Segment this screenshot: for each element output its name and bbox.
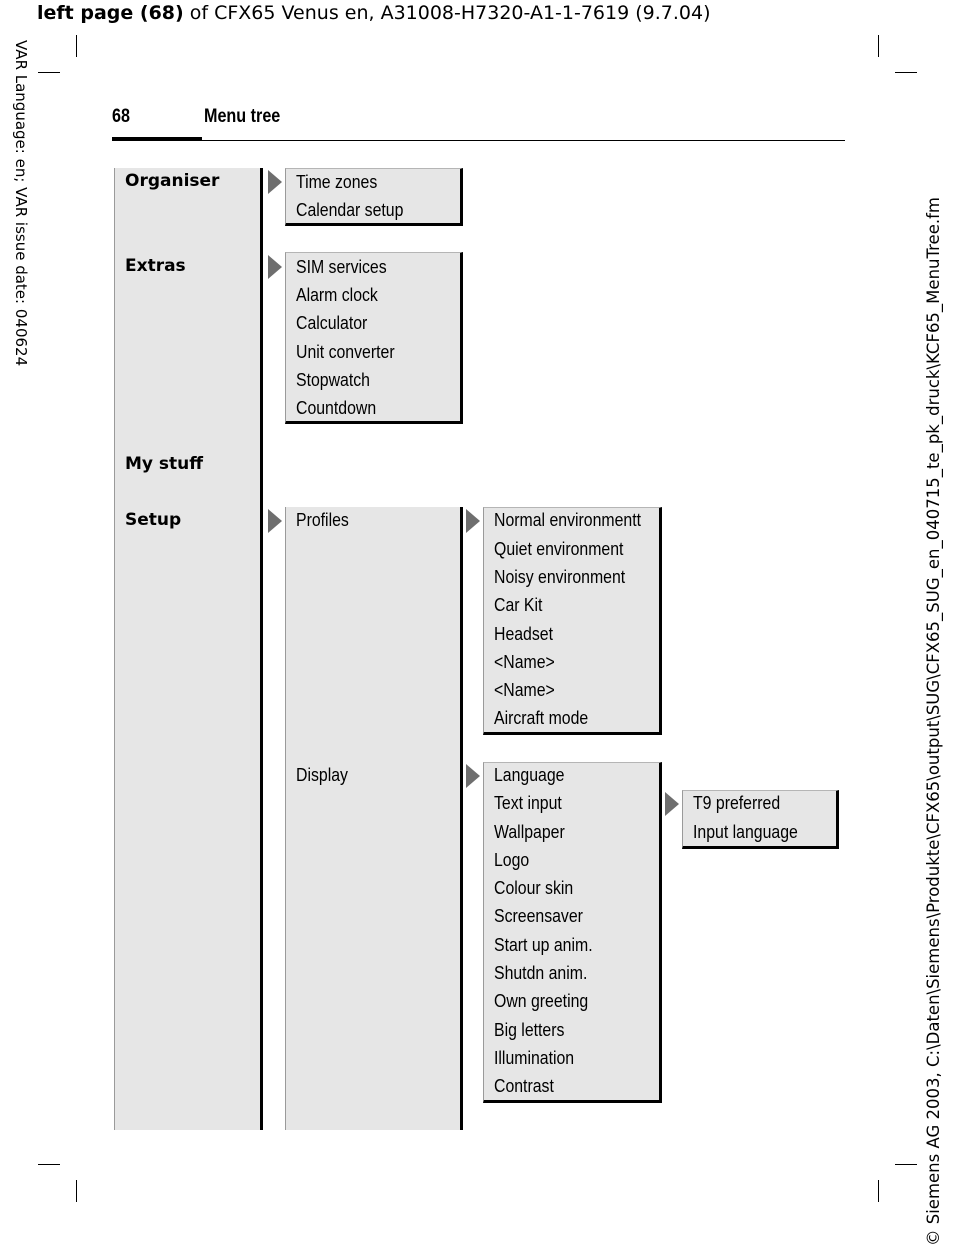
side-note-right-text: © Siemens AG 2003, C:\Daten\Siemens\Produkte\CFX65\output\SUG\CFX65_SUG_en_040715_te_pk_druck\KCF65_MenuTree.fm <box>924 197 943 1246</box>
menu-item-car-kit[interactable]: Car Kit <box>494 595 543 615</box>
side-note-right <box>918 197 948 1246</box>
page-title: Menu tree <box>204 106 281 127</box>
side-note-left <box>8 40 38 400</box>
menu-extras[interactable]: Extras <box>125 256 186 276</box>
menu-item-alarm-clock[interactable]: Alarm clock <box>296 285 378 305</box>
menu-item-own-greeting[interactable]: Own greeting <box>494 991 589 1011</box>
menu-item-aircraft-mode[interactable]: Aircraft mode <box>494 708 589 728</box>
crop-mark <box>895 72 917 73</box>
submenu-arrow-icon <box>466 764 480 788</box>
menu-item-language[interactable]: Language <box>494 765 565 785</box>
menu-item-quiet-environment[interactable]: Quiet environment <box>494 539 624 559</box>
menu-item-logo[interactable]: Logo <box>494 850 530 870</box>
page-number: 68 <box>112 106 130 127</box>
crop-mark <box>76 1180 77 1202</box>
organiser-submenu <box>285 168 463 226</box>
print-header-bold: left page (68) <box>37 2 184 24</box>
menu-item-input-language[interactable]: Input language <box>693 822 798 842</box>
menu-item-calculator[interactable]: Calculator <box>296 313 368 333</box>
main-menu-column <box>114 168 261 1130</box>
setup-submenu-shadow <box>460 507 463 1130</box>
menu-item-wallpaper[interactable]: Wallpaper <box>494 822 565 842</box>
menu-item-colour-skin[interactable]: Colour skin <box>494 878 574 898</box>
menu-item-headset[interactable]: Headset <box>494 624 554 644</box>
main-menu-column-shadow <box>260 168 263 1130</box>
submenu-arrow-icon <box>466 509 480 533</box>
side-note-left-text: VAR Language: en; VAR issue date: 040624 <box>12 40 30 367</box>
submenu-arrow-icon <box>268 255 282 279</box>
extras-submenu <box>285 252 463 424</box>
crop-mark <box>878 35 879 57</box>
menu-item-calendar-setup[interactable]: Calendar setup <box>296 200 404 220</box>
menu-item-screensaver[interactable]: Screensaver <box>494 906 583 926</box>
print-header <box>37 0 710 26</box>
menu-item-big-letters[interactable]: Big letters <box>494 1020 565 1040</box>
menu-item-stopwatch[interactable]: Stopwatch <box>296 370 370 390</box>
submenu-arrow-icon <box>665 792 679 816</box>
menu-item-display[interactable]: Display <box>296 765 348 785</box>
menu-item-start-up-anim[interactable]: Start up anim. <box>494 935 593 955</box>
submenu-arrow-icon <box>268 170 282 194</box>
menu-item-name-1[interactable]: <Name> <box>494 652 555 672</box>
crop-mark <box>38 72 60 73</box>
crop-mark <box>895 1164 917 1165</box>
text-input-submenu <box>682 790 839 849</box>
crop-mark <box>76 35 77 57</box>
menu-item-name-2[interactable]: <Name> <box>494 680 555 700</box>
profiles-submenu <box>483 507 662 735</box>
setup-submenu <box>285 507 461 1130</box>
menu-item-countdown[interactable]: Countdown <box>296 398 377 418</box>
menu-organiser[interactable]: Organiser <box>125 171 220 191</box>
menu-my-stuff[interactable]: My stuff <box>125 454 204 474</box>
header-rule <box>202 140 845 141</box>
display-submenu <box>483 762 662 1103</box>
menu-item-unit-converter[interactable]: Unit converter <box>296 342 395 362</box>
menu-item-t9-preferred[interactable]: T9 preferred <box>693 793 781 813</box>
crop-mark <box>878 1180 879 1202</box>
menu-item-illumination[interactable]: Illumination <box>494 1048 575 1068</box>
menu-item-normal-environment[interactable]: Normal environmentt <box>494 510 642 530</box>
menu-item-contrast[interactable]: Contrast <box>494 1076 554 1096</box>
menu-item-shutdn-anim[interactable]: Shutdn anim. <box>494 963 588 983</box>
menu-item-profiles[interactable]: Profiles <box>296 510 349 530</box>
menu-item-time-zones[interactable]: Time zones <box>296 172 378 192</box>
submenu-arrow-icon <box>268 509 282 533</box>
menu-item-text-input[interactable]: Text input <box>494 793 562 813</box>
menu-setup[interactable]: Setup <box>125 510 182 530</box>
menu-item-sim-services[interactable]: SIM services <box>296 257 387 277</box>
crop-mark <box>38 1164 60 1165</box>
print-header-rest: of CFX65 Venus en, A31008-H7320-A1-1-7619 (9.7.04) <box>183 2 711 24</box>
menu-item-noisy-environment[interactable]: Noisy environment <box>494 567 626 587</box>
header-rule-thick <box>112 137 202 141</box>
